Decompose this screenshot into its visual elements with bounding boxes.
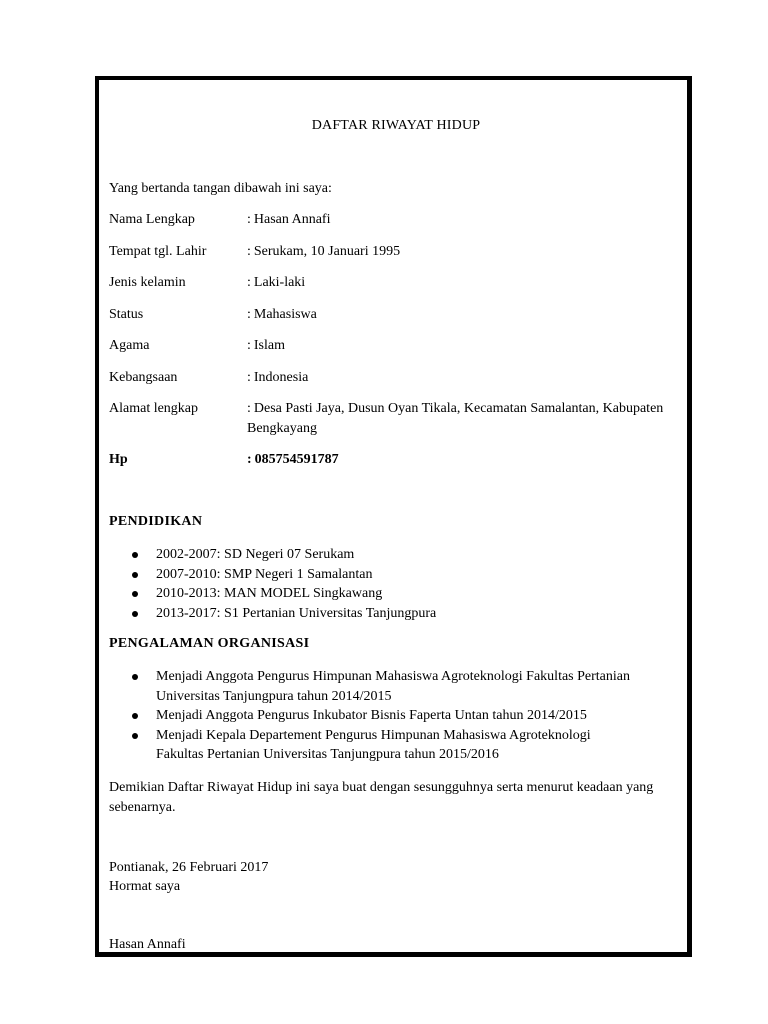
separator: : bbox=[247, 370, 251, 385]
field-value-text: Laki-laki bbox=[253, 275, 306, 290]
field-label: Jenis kelamin bbox=[109, 275, 186, 290]
field-row-address bbox=[109, 401, 679, 441]
separator: : bbox=[247, 338, 251, 353]
field-value-text: Desa Pasti Jaya, Dusun Oyan Tikala, Kecamatan Samalantan, Kabupaten Bengkayang bbox=[247, 401, 664, 436]
separator: : bbox=[247, 401, 251, 416]
list-item bbox=[109, 667, 639, 706]
list-item bbox=[109, 565, 669, 585]
separator: : bbox=[247, 275, 251, 290]
bullet-icon bbox=[132, 733, 138, 739]
list-item-text: 2007-2010: SMP Negeri 1 Samalantan bbox=[156, 566, 373, 582]
signature-name: Hasan Annafi bbox=[109, 937, 186, 952]
bullet-icon bbox=[132, 713, 138, 719]
field-value bbox=[247, 336, 667, 356]
field-row-status bbox=[109, 307, 679, 327]
bullet-icon bbox=[132, 552, 138, 558]
field-row-gender bbox=[109, 275, 679, 295]
bullet-icon bbox=[132, 591, 138, 597]
field-value-text: Indonesia bbox=[253, 370, 309, 385]
list-item-text: Menjadi Anggota Pengurus Himpunan Mahasiswa Agroteknologi Fakultas Pertanian Universitas Tanjungpura tahun 2014/2015 bbox=[156, 669, 630, 704]
field-value bbox=[247, 450, 667, 470]
field-value bbox=[247, 305, 667, 325]
field-value-text: 085754591787 bbox=[254, 452, 339, 467]
closing-statement: Demikian Daftar Riwayat Hidup ini saya buat dengan sesungguhnya serta menurut keadaan yang sebenarnya. bbox=[109, 780, 654, 815]
bullet-icon bbox=[132, 674, 138, 680]
organization-list bbox=[109, 667, 639, 765]
field-row-religion bbox=[109, 338, 679, 358]
field-label: Alamat lengkap bbox=[109, 401, 199, 416]
field-value bbox=[247, 210, 667, 230]
list-item-text: 2002-2007: SD Negeri 07 Serukam bbox=[156, 547, 355, 562]
list-item bbox=[109, 726, 639, 765]
field-row-full-name bbox=[109, 212, 679, 232]
field-label: Kebangsaan bbox=[109, 370, 178, 385]
field-value bbox=[247, 273, 667, 293]
field-label: Tempat tgl. Lahir bbox=[109, 244, 207, 259]
field-label: Status bbox=[109, 307, 144, 322]
separator: : bbox=[247, 212, 251, 227]
field-label: Nama Lengkap bbox=[109, 212, 195, 227]
field-value-text: Hasan Annafi bbox=[253, 212, 331, 227]
document-title: DAFTAR RIWAYAT HIDUP bbox=[311, 118, 481, 133]
separator: : bbox=[247, 452, 252, 467]
bullet-icon bbox=[132, 611, 138, 617]
separator: : bbox=[247, 307, 251, 322]
list-item bbox=[109, 604, 669, 624]
list-item bbox=[109, 584, 669, 604]
field-value-text: Islam bbox=[253, 338, 285, 353]
list-item-text: Menjadi Anggota Pengurus Inkubator Bisnis Faperta Untan tahun 2014/2015 bbox=[156, 708, 587, 723]
intro-text: Yang bertanda tangan dibawah ini saya: bbox=[109, 181, 332, 196]
list-item-text: 2013-2017: S1 Pertanian Universitas Tanjungpura bbox=[156, 605, 437, 621]
field-value bbox=[247, 368, 667, 388]
list-item bbox=[109, 545, 669, 565]
bullet-icon bbox=[132, 572, 138, 578]
field-value bbox=[247, 242, 667, 262]
field-row-nationality bbox=[109, 370, 679, 390]
regards-text: Hormat saya bbox=[109, 879, 181, 894]
field-row-phone bbox=[109, 452, 679, 472]
field-value bbox=[247, 399, 667, 439]
education-list bbox=[109, 545, 669, 623]
list-item bbox=[109, 706, 639, 726]
list-item-text: 2010-2013: MAN MODEL Singkawang bbox=[156, 586, 383, 601]
separator: : bbox=[247, 244, 251, 259]
field-label: Agama bbox=[109, 338, 150, 353]
field-label: Hp bbox=[109, 452, 128, 467]
field-value-text: Serukam, 10 Januari 1995 bbox=[253, 244, 401, 259]
field-value-text: Mahasiswa bbox=[253, 307, 317, 322]
field-row-birth bbox=[109, 244, 679, 264]
organization-heading: PENGALAMAN ORGANISASI bbox=[109, 636, 310, 651]
list-item-text: Menjadi Kepala Departement Pengurus Himpunan Mahasiswa Agroteknologi Fakultas Pertanian Universitas Tanjungpura tahun 2015/2016 bbox=[156, 727, 591, 762]
education-heading: PENDIDIKAN bbox=[109, 514, 203, 529]
place-date: Pontianak, 26 Februari 2017 bbox=[109, 860, 269, 875]
